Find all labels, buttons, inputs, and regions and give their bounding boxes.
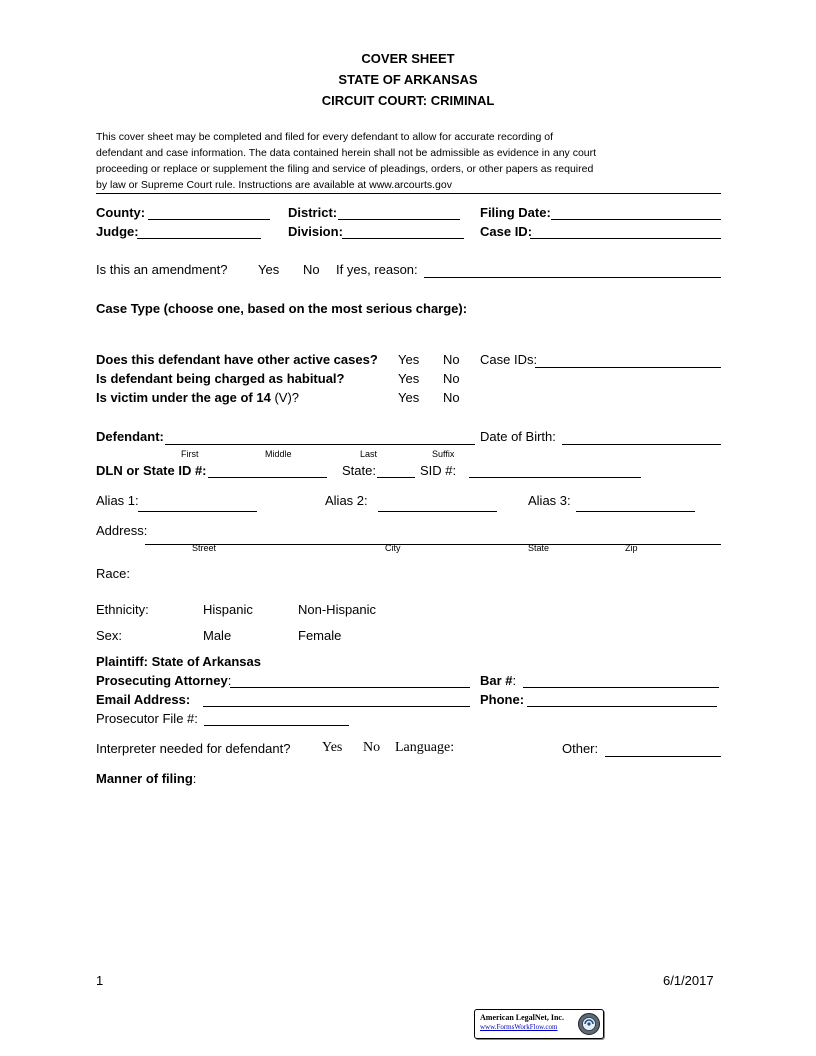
case-id-label: Case ID: [480, 224, 533, 239]
prosecuting-attorney-colon: : [227, 673, 232, 688]
victim-age-yes[interactable]: Yes [398, 390, 420, 405]
victim-age-suffix: (V)? [274, 390, 300, 405]
globe-icon [577, 1012, 601, 1036]
street-caption: Street [192, 543, 217, 553]
district-label: District: [288, 205, 338, 220]
alias2-field[interactable] [378, 511, 497, 512]
section-divider [96, 193, 721, 194]
american-legalnet-logo [474, 1009, 604, 1039]
phone-label: Phone: [480, 692, 525, 707]
amendment-reason-field[interactable] [424, 277, 721, 278]
division-field[interactable] [342, 238, 464, 239]
active-cases-no[interactable]: No [443, 352, 460, 367]
defendant-label: Defendant: [96, 429, 164, 444]
sid-label: SID #: [420, 463, 457, 478]
address-state-caption: State [528, 543, 550, 553]
victim-age-question [96, 390, 299, 405]
zip-caption: Zip [625, 543, 638, 553]
dln-label: DLN or State ID #: [96, 463, 207, 478]
prosecuting-attorney-field[interactable] [230, 687, 470, 688]
amendment-no[interactable]: No [303, 262, 320, 277]
defendant-name-field[interactable] [165, 444, 475, 445]
amendment-question: Is this an amendment? [96, 262, 228, 277]
manner-of-filing-text: Manner of filing [96, 771, 193, 786]
manner-of-filing-colon: : [192, 771, 197, 786]
interpreter-yes[interactable]: Yes [322, 740, 343, 755]
ethnicity-hispanic[interactable]: Hispanic [203, 602, 253, 617]
habitual-no[interactable]: No [443, 371, 460, 386]
title-cover-sheet: COVER SHEET [361, 51, 455, 66]
bar-number-text: Bar # [480, 673, 513, 688]
victim-age-no[interactable]: No [443, 390, 460, 405]
sex-male[interactable]: Male [203, 628, 232, 643]
filing-date-label: Filing Date: [480, 205, 551, 220]
logo-company-name: American LegalNet, Inc. [480, 1013, 564, 1022]
active-cases-question: Does this defendant have other active cases? [96, 352, 378, 367]
ethnicity-label: Ethnicity: [96, 602, 149, 617]
alias3-field[interactable] [576, 511, 695, 512]
ethnicity-non-hispanic[interactable]: Non-Hispanic [298, 602, 377, 617]
interpreter-no[interactable]: No [363, 740, 381, 755]
plaintiff-label: Plaintiff: State of Arkansas [96, 654, 261, 669]
dob-field[interactable] [562, 444, 721, 445]
instructions-line-4: by law or Supreme Court rule. Instructions are available at www.arcourts.gov [96, 179, 452, 191]
alias1-field[interactable] [138, 511, 257, 512]
prosecutor-file-field[interactable] [204, 725, 349, 726]
district-field[interactable] [338, 219, 460, 220]
race-label: Race: [96, 566, 130, 581]
first-name-caption: First [181, 449, 199, 459]
prosecuting-attorney-label [96, 673, 231, 688]
manner-of-filing-label [96, 771, 196, 786]
dob-label: Date of Birth: [480, 429, 556, 444]
interpreter-question: Interpreter needed for defendant? [96, 741, 291, 756]
prosecutor-file-label: Prosecutor File #: [96, 711, 198, 726]
form-date: 6/1/2017 [663, 973, 714, 988]
last-name-caption: Last [360, 449, 378, 459]
middle-name-caption: Middle [265, 449, 292, 459]
county-field[interactable] [148, 219, 270, 220]
sex-female[interactable]: Female [298, 628, 342, 643]
title-state: STATE OF ARKANSAS [338, 72, 478, 87]
phone-field[interactable] [527, 706, 717, 707]
active-cases-yes[interactable]: Yes [398, 352, 420, 367]
email-field[interactable] [203, 706, 470, 707]
bar-number-field[interactable] [523, 687, 719, 688]
instructions-line-1: This cover sheet may be completed and filed for every defendant to allow for accurate recording of [96, 131, 553, 143]
case-type-label: Case Type (choose one, based on the most serious charge): [96, 301, 468, 316]
case-ids-label: Case IDs: [480, 352, 538, 367]
suffix-caption: Suffix [432, 449, 455, 459]
state-label: State: [342, 463, 376, 478]
alias2-label: Alias 2: [325, 493, 368, 508]
alias3-label: Alias 3: [528, 493, 571, 508]
victim-age-text: Is victim under the age of 14 [96, 390, 271, 405]
habitual-question: Is defendant being charged as habitual? [96, 371, 345, 386]
state-field[interactable] [377, 477, 415, 478]
page-number: 1 [96, 973, 104, 988]
instructions [96, 129, 636, 193]
title-court: CIRCUIT COURT: CRIMINAL [321, 93, 495, 108]
instructions-line-3: proceeding or replace or supplement the filing and service of pleadings, orders, or other papers as required [96, 163, 594, 175]
other-field[interactable] [605, 756, 721, 757]
amendment-reason-label: If yes, reason: [336, 262, 418, 277]
judge-label: Judge: [96, 224, 139, 239]
alias1-label: Alias 1: [96, 493, 139, 508]
instructions-line-2: defendant and case information. The data contained herein shall not be admissible as evidence in any court [96, 147, 597, 159]
email-label: Email Address: [96, 692, 191, 707]
filing-date-field[interactable] [551, 219, 721, 220]
bar-number-label [480, 673, 516, 688]
logo-website-link[interactable]: www.FormsWorkFlow.com [480, 1023, 558, 1031]
sid-field[interactable] [469, 477, 641, 478]
judge-field[interactable] [137, 238, 261, 239]
case-id-field[interactable] [530, 238, 721, 239]
dln-field[interactable] [208, 477, 327, 478]
amendment-yes[interactable]: Yes [258, 262, 280, 277]
habitual-yes[interactable]: Yes [398, 371, 420, 386]
division-label: Division: [288, 224, 343, 239]
language-label: Language: [395, 740, 455, 755]
other-label: Other: [562, 741, 599, 756]
case-ids-field[interactable] [535, 367, 721, 368]
city-caption: City [385, 543, 401, 553]
sex-label: Sex: [96, 628, 123, 643]
address-label: Address: [96, 523, 148, 538]
county-label: County: [96, 205, 146, 220]
bar-number-colon: : [512, 673, 517, 688]
prosecuting-attorney-text: Prosecuting Attorney [96, 673, 228, 688]
